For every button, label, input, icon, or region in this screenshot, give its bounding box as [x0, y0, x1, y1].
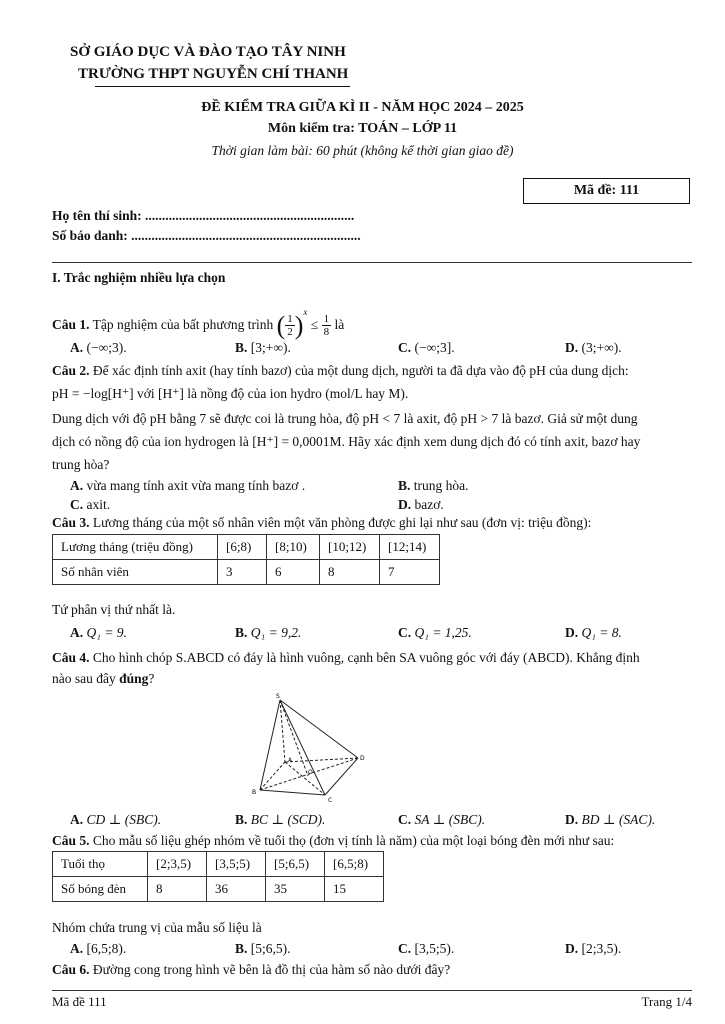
exponent: x [303, 307, 308, 317]
question-4-line-2 [52, 671, 154, 687]
question-2-label: Câu 2. [52, 363, 90, 378]
q2-option-a[interactable] [70, 478, 305, 494]
q2-option-b[interactable] [398, 478, 469, 494]
question-4-line-1 [52, 650, 640, 666]
question-3-label: Câu 3. [52, 515, 90, 530]
option-key: B. [235, 625, 248, 640]
base-numerator: 1 [287, 313, 293, 326]
option-key: D. [565, 340, 579, 355]
option-value: [3,5;5). [414, 941, 455, 956]
question-2-line-2: pH = −log[H⁺] với [H⁺] là nồng độ của ion hydro (mol/L hay M). [52, 386, 409, 401]
table-cell: 8 [148, 877, 207, 902]
school-name: TRƯỜNG THPT NGUYỄN CHÍ THANH [78, 66, 349, 82]
table-cell: [6,5;8) [325, 852, 384, 877]
exam-time: Thời gian làm bài: 60 phút (không kể thời gian giao đề) [211, 143, 514, 158]
pyramid-figure [240, 690, 370, 805]
question-4-label: Câu 4. [52, 650, 90, 665]
table-cell: Số nhân viên [53, 560, 218, 585]
question-2-line-5: trung hòa? [52, 457, 110, 472]
q3-option-b[interactable] [235, 625, 301, 641]
question-4-text-post: ? [148, 671, 155, 686]
question-6-label: Câu 6. [52, 962, 90, 977]
q5-option-b[interactable] [235, 941, 291, 957]
question-2-text: Để xác định tính axit (hay tính bazơ) của một dung dịch, người ta đã dựa vào độ pH của dung dịch: [92, 363, 629, 378]
question-6 [52, 962, 450, 978]
question-1-label: Câu 1. [52, 317, 90, 332]
q1-option-c[interactable] [398, 340, 455, 356]
option-value: [3;+∞). [250, 340, 291, 355]
q1-option-b[interactable] [235, 340, 291, 356]
option-value: CD ⊥ (SBC). [86, 812, 162, 827]
base-denominator: 2 [287, 326, 293, 339]
q3-option-a[interactable] [70, 625, 127, 641]
table-cell: 15 [325, 877, 384, 902]
edge-ba [260, 762, 285, 790]
option-key: C. [398, 812, 412, 827]
option-value: [6,5;8). [86, 941, 127, 956]
table-row [53, 852, 384, 877]
footer-page-number: Trang 1/4 [641, 994, 692, 1009]
line-so [280, 700, 308, 776]
question-3 [52, 515, 591, 531]
rhs-fraction [322, 313, 332, 338]
label-a: A [288, 757, 293, 764]
option-value: trung hòa. [413, 478, 469, 493]
q5-option-c[interactable] [398, 941, 454, 957]
option-value: bazơ. [414, 497, 444, 512]
option-key: C. [70, 497, 84, 512]
table-cell: 35 [266, 877, 325, 902]
q3-option-c[interactable] [398, 625, 472, 641]
rhs-denominator: 8 [323, 326, 330, 339]
section-title: I. Trắc nghiệm nhiều lựa chọn [52, 270, 226, 285]
option-key: A. [70, 625, 84, 640]
option-key: B. [235, 340, 248, 355]
edge-sb [260, 700, 280, 790]
edge-sc [280, 700, 325, 795]
school-underline [95, 86, 350, 87]
table-cell: Tuổi thọ [53, 852, 148, 877]
question-4-emphasis: đúng [119, 671, 149, 686]
exam-title: ĐỀ KIỂM TRA GIỮA KÌ II - NĂM HỌC 2024 – 2025 [201, 100, 524, 115]
option-key: D. [565, 941, 579, 956]
salary-table [52, 534, 440, 585]
question-4-text-pre: nào sau đây [52, 671, 120, 686]
question-1 [52, 294, 345, 340]
label-b: B [252, 789, 257, 796]
option-key: B. [398, 478, 411, 493]
option-value: Q₁ = 1,25. [414, 625, 472, 640]
option-key: B. [235, 812, 248, 827]
option-key: B. [235, 941, 248, 956]
option-key: D. [565, 812, 579, 827]
relation-symbol: ≤ [310, 317, 319, 332]
option-value: SA ⊥ (SBC). [414, 812, 486, 827]
table-cell: Lương tháng (triệu đồng) [53, 535, 218, 560]
candidate-id-line: Số báo danh: .................................................................... [52, 228, 361, 243]
table-cell: [3,5;5) [207, 852, 266, 877]
question-4-text: Cho hình chóp S.ABCD có đáy là hình vuông, cạnh bên SA vuông góc với đáy (ABCD). Khẳng định [92, 650, 640, 665]
question-5-label: Câu 5. [52, 833, 90, 848]
table-cell: [5;6,5) [266, 852, 325, 877]
option-key: D. [565, 625, 579, 640]
option-value: [2;3,5). [581, 941, 622, 956]
edge-bc [260, 790, 325, 795]
option-value: Q₁ = 9,2. [250, 625, 302, 640]
table-cell: 3 [218, 560, 267, 585]
option-value: axit. [86, 497, 111, 512]
table-cell: [6;8) [218, 535, 267, 560]
question-1-tail: là [334, 317, 345, 332]
table-cell: [10;12) [320, 535, 380, 560]
option-key: C. [398, 941, 412, 956]
option-value: Q₁ = 9. [86, 625, 127, 640]
q4-option-b[interactable] [235, 812, 325, 828]
table-cell: [8;10) [267, 535, 320, 560]
question-3-prompt: Tứ phân vị thứ nhất là. [52, 602, 176, 617]
option-value: Q₁ = 8. [581, 625, 622, 640]
q1-option-d[interactable] [565, 340, 622, 356]
table-cell: 6 [267, 560, 320, 585]
base-fraction [285, 313, 295, 338]
q4-option-d[interactable] [565, 812, 655, 828]
table-cell: Số bóng đèn [53, 877, 148, 902]
table-row [53, 535, 440, 560]
label-s: S [276, 693, 280, 700]
option-value: BC ⊥ (SCD). [250, 812, 326, 827]
option-value: (−∞;3). [86, 340, 127, 355]
table-cell: [12;14) [380, 535, 440, 560]
header-divider [52, 262, 692, 263]
exam-subject: Môn kiểm tra: TOÁN – LỚP 11 [267, 121, 458, 136]
label-o: O [308, 769, 313, 776]
q2-option-c[interactable] [70, 497, 110, 513]
question-1-text: Tập nghiệm của bất phương trình [92, 317, 274, 332]
table-cell: [2;3,5) [148, 852, 207, 877]
option-key: A. [70, 340, 84, 355]
option-value: [5;6,5). [250, 941, 291, 956]
question-5-prompt: Nhóm chứa trung vị của mẫu số liệu là [52, 920, 262, 935]
footer-divider [52, 990, 692, 991]
label-d: D [360, 755, 365, 762]
table-cell: 36 [207, 877, 266, 902]
paren-close-icon: ) [294, 310, 304, 340]
option-key: A. [70, 478, 84, 493]
question-5 [52, 833, 614, 849]
q1-option-a[interactable] [70, 340, 127, 356]
q4-option-a[interactable] [70, 812, 161, 828]
option-key: C. [398, 625, 412, 640]
option-value: (3;+∞). [581, 340, 622, 355]
table-cell: 8 [320, 560, 380, 585]
q5-option-a[interactable] [70, 941, 126, 957]
option-value: BD ⊥ (SAC). [581, 812, 656, 827]
department-name: SỞ GIÁO DỤC VÀ ĐÀO TẠO TÂY NINH [70, 44, 346, 60]
edge-sd [280, 700, 358, 758]
q4-option-c[interactable] [398, 812, 485, 828]
question-2-line-1 [52, 363, 629, 379]
q3-option-d[interactable] [565, 625, 622, 641]
option-key: A. [70, 941, 84, 956]
option-value: (−∞;3]. [414, 340, 455, 355]
footer-exam-code: Mã đề 111 [52, 994, 107, 1009]
question-6-text: Đường cong trong hình vẽ bên là đồ thị của hàm số nào dưới đây? [92, 962, 451, 977]
table-row [53, 877, 384, 902]
table-row [53, 560, 440, 585]
option-key: C. [398, 340, 412, 355]
question-3-text: Lương tháng của một số nhân viên một văn phòng được ghi lại như sau (đơn vị: triệu đồng): [92, 515, 592, 530]
q5-option-d[interactable] [565, 941, 621, 957]
paren-open-icon: ( [276, 310, 286, 340]
option-key: A. [70, 812, 84, 827]
table-cell: 7 [380, 560, 440, 585]
q2-option-d[interactable] [398, 497, 444, 513]
lifespan-table [52, 851, 384, 902]
exam-code-box: Mã đề: 111 [523, 178, 690, 204]
option-key: D. [398, 497, 412, 512]
question-2-line-3: Dung dịch với độ pH bằng 7 sẽ được coi là trung hòa, độ pH < 7 là axit, độ pH > 7 là bazơ. Giả sử một dung [52, 411, 638, 426]
candidate-name-line: Họ tên thí sinh: .............................................................. [52, 208, 355, 223]
question-5-text: Cho mẫu số liệu ghép nhóm về tuổi thọ (đơn vị tính là năm) của một loại bóng đèn mới như sau: [92, 833, 615, 848]
rhs-numerator: 1 [323, 313, 330, 326]
label-c: C [328, 797, 333, 804]
question-2-line-4: dịch có nồng độ của ion hydrogen là [H⁺] = 0,0001M. Hãy xác định xem dung dịch đó có tính axit, bazơ hay [52, 434, 641, 449]
option-value: vừa mang tính axit vừa mang tính bazơ . [86, 478, 306, 493]
